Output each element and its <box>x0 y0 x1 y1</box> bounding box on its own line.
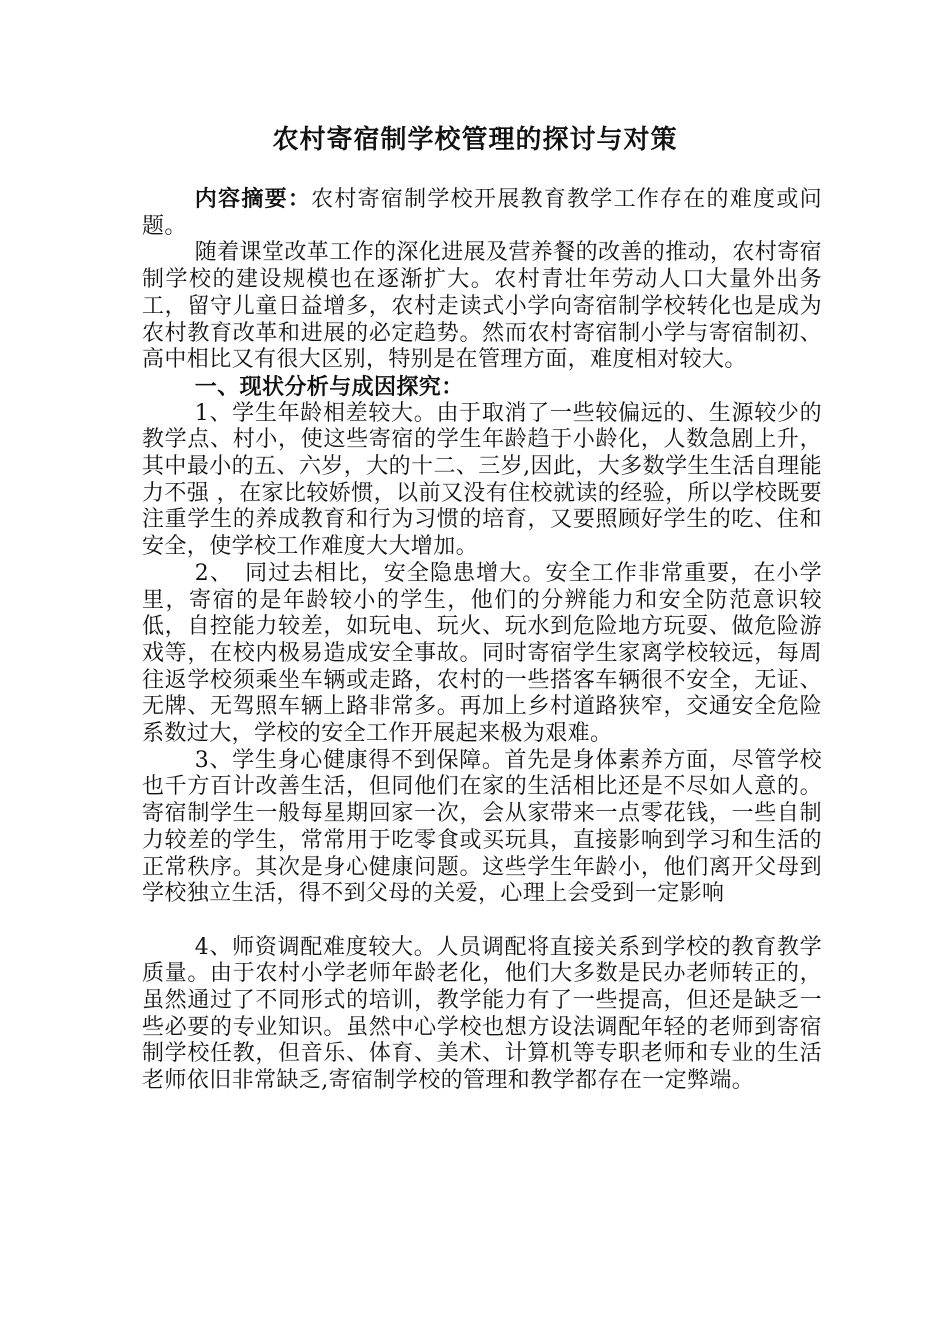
abstract-text: 农村寄宿制学校开展教育教学工作存在的难度或问题。 <box>142 187 822 239</box>
paragraph-3: 3、学生身心健康得不到保障。首先是身体素养方面，尽管学校也千方百计改善生活，但同他们在家的生活相比还是不尽如人意的。寄宿制学生一般每星期回家一次，会从家带来一点零花钱，一些自制力较差的学生，常常用于吃零食或买玩具，直接影响到学习和生活的正常秩序。其次是身心健康问题。这些学生年龄小，他们离开父母到学校独立生活，得不到父母的关爱，心理上会受到一定影响 <box>142 747 822 907</box>
paragraph-1: 1、学生年龄相差较大。由于取消了一些较偏远的、生源较少的教学点、村小，使这些寄宿的学生年龄趋于小龄化，人数急剧上升，其中最小的五、六岁，大的十二、三岁,因此，大多数学生生活自理能力不强 ，在家比较娇惯，以前又没有住校就读的经验，所以学校既要注重学生的养成教育和行为习惯的培育，又要照顾好学生的吃、住和安全，使学校工作难度大大增加。 <box>142 400 822 560</box>
paragraph-4: 4、师资调配难度较大。人员调配将直接关系到学校的教育教学质量。由于农村小学老师年龄老化，他们大多数是民办老师转正的，虽然通过了不同形式的培训，教学能力有了一些提高，但还是缺乏一些必要的专业知识。虽然中心学校也想方设法调配年轻的老师到寄宿制学校任教，但音乐、体育、美术、计算机等专职老师和专业的生活老师依旧非常缺乏,寄宿制学校的管理和教学都存在一定弊端。 <box>142 934 822 1094</box>
document-body <box>142 186 822 1095</box>
abstract-label: 内容摘要： <box>194 186 312 212</box>
abstract-paragraph <box>142 186 822 240</box>
document-title: 农村寄宿制学校管理的探讨与对策 <box>272 125 678 155</box>
intro-paragraph: 随着课堂改革工作的深化进展及营养餐的改善的推动，农村寄宿制学校的建设规模也在逐渐扩大。农村青壮年劳动人口大量外出务工，留守儿童日益增多，农村走读式小学向寄宿制学校转化也是成为农村教育改革和进展的必定趋势。然而农村寄宿制小学与寄宿制初、高中相比又有很大区别，特别是在管理方面，难度相对较大。 <box>142 240 822 373</box>
paragraph-2: 2、 同过去相比，安全隐患增大。安全工作非常重要，在小学里，寄宿的是年龄较小的学生，他们的分辨能力和安全防范意识较低，自控能力较差，如玩电、玩火、玩水到危险地方玩耍、做危险游戏等，在校内极易造成安全事故。同时寄宿学生家离学校较远，每周往返学校须乘坐车辆或走路，农村的一些搭客车辆很不安全，无证、无牌、无驾照车辆上路非常多。再加上乡村道路狭窄，交通安全危险系数过大，学校的安全工作开展起来极为艰难。 <box>142 560 822 747</box>
section-heading: 一、现状分析与成因探究： <box>194 373 464 400</box>
